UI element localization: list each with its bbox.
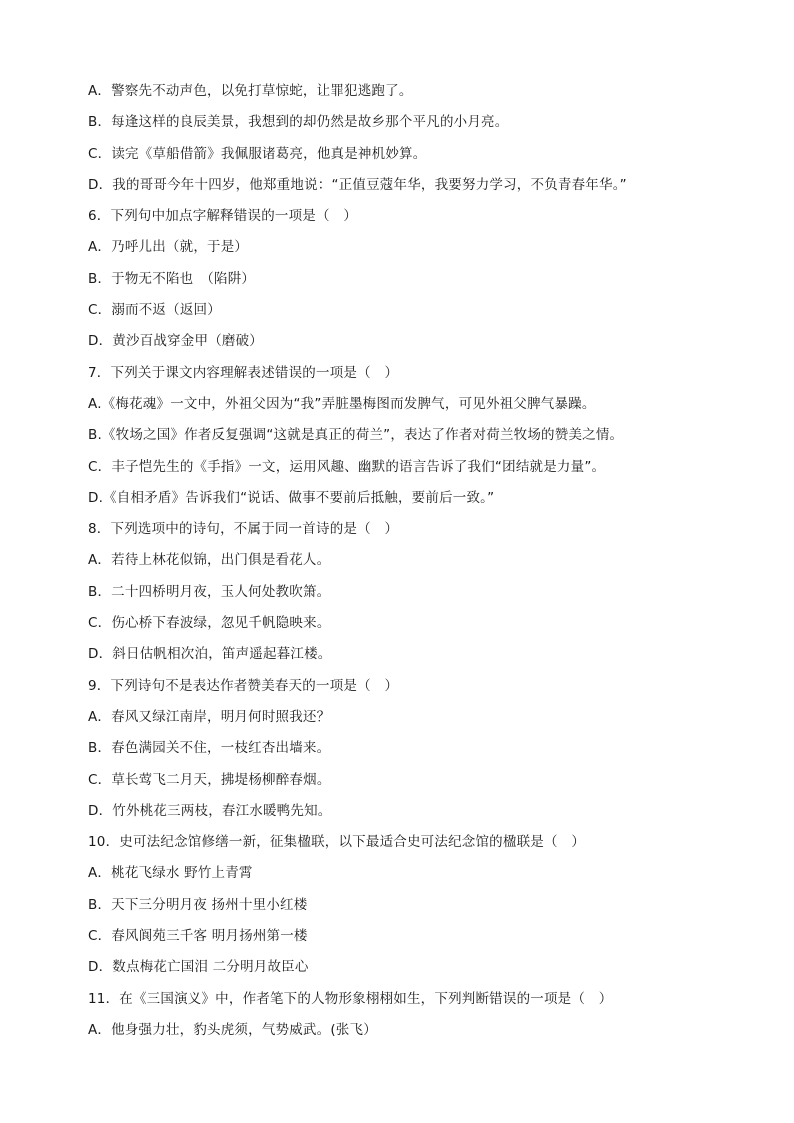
option-line: A．春风又绿江南岸，明月何时照我还？ — [88, 708, 331, 725]
option-line: A．乃呼儿出（就，于是） — [88, 239, 249, 256]
text-line: A．警察先不动声色，以免打草惊蛇，让罪犯逃跑了。 — [88, 83, 413, 99]
option-line: D.《自相矛盾》告诉我们“说话、做事不要前后抵触，要前后一致。” — [88, 489, 495, 506]
option-line: C．草长莺飞二月天，拂堤杨柳醉春烟。 — [88, 771, 331, 788]
option-line: A.《梅花魂》一文中，外祖父因为“我”弄脏墨梅图而发脾气，可见外祖父脾气暴躁。 — [88, 395, 596, 412]
question-stem: 7．下列关于课文内容理解表述错误的一项是（ ） — [88, 364, 399, 381]
option-line: A．若待上林花似锦，出门俱是看花人。 — [88, 552, 331, 569]
option-line: B．春色满园关不住，一枝红杏出墙来。 — [88, 740, 331, 757]
question-stem: 8．下列选项中的诗句，不属于同一首诗的是（ ） — [88, 521, 399, 538]
question-stem: 6．下列句中加点字解释错误的一项是（ ） — [88, 208, 358, 225]
option-line: B.《牧场之国》作者反复强调“这就是真正的荷兰”，表达了作者对荷兰牧场的赞美之情。 — [88, 427, 624, 444]
question-stem: 10．史可法纪念馆修缮一新，征集楹联，以下最适合史可法纪念馆的楹联是（ ） — [88, 834, 586, 851]
question-stem: 11．在《三国演义》中，作者笔下的人物形象栩栩如生，下列判断错误的一项是（ ） — [88, 990, 613, 1007]
option-line: A．桃花飞绿水 野竹上青霄 — [88, 865, 253, 882]
text-line: B．每逢这样的良辰美景，我想到的却仍然是故乡那个平凡的小月亮。 — [88, 114, 509, 131]
option-line: C．溺而不返（返回） — [88, 302, 221, 319]
question-stem: 9．下列诗句不是表达作者赞美春天的一项是（ ） — [88, 677, 399, 694]
option-line: C．丰子恺先生的《手指》一文，运用风趣、幽默的语言告诉了我们“团结就是力量”。 — [88, 458, 606, 475]
option-line: C．春风阆苑三千客 明月扬州第一楼 — [88, 928, 308, 945]
question-text-block — [88, 80, 728, 1050]
option-line: B．二十四桥明月夜，玉人何处教吹箫。 — [88, 583, 331, 600]
option-line: D．竹外桃花三两枝，春江水暖鸭先知。 — [88, 802, 332, 819]
option-line: B．天下三分明月夜 扬州十里小红楼 — [88, 896, 308, 913]
option-line: B．于物无不陷也 （陷阱） — [88, 270, 256, 287]
option-line: D．斜日估帆相次泊，笛声遥起暮江楼。 — [88, 646, 332, 663]
text-line: D．我的哥哥今年十四岁，他郑重地说：“正值豆蔻年华，我要努力学习，不负青春年华。” — [88, 176, 627, 193]
option-line: D．数点梅花亡国泪 二分明月故臣心 — [88, 959, 309, 976]
option-line: C．伤心桥下春波绿，忽见千帆隐映来。 — [88, 615, 331, 632]
option-line: A．他身强力壮，豹头虎须，气势威武。(张飞） — [88, 1021, 377, 1038]
option-line: D．黄沙百战穿金甲（磨破） — [88, 333, 263, 350]
text-line: C．读完《草船借箭》我佩服诸葛亮，他真是神机妙算。 — [88, 145, 427, 162]
